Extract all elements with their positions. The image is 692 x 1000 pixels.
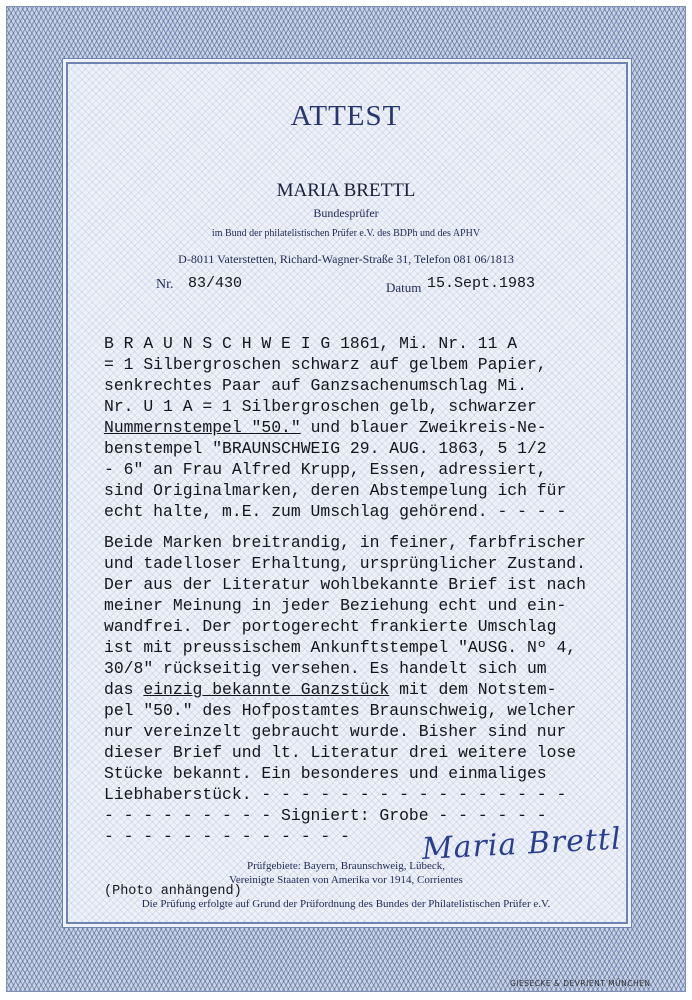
association-line: im Bund der philatelistischen Prüfer e.V. des BDPh und des APHV: [211, 228, 481, 239]
text-line: sind Originalmarken, deren Abstempelung ich für: [104, 481, 567, 500]
text-line: Liebhaberstück. - - - - - - - - - - - - - - - -: [104, 785, 567, 804]
certificate-date: 15.Sept.1983: [427, 275, 536, 292]
text-line: = 1 Silbergroschen schwarz auf gelbem Papier,: [104, 355, 547, 374]
text-line: dieser Brief und lt. Literatur drei weitere lose: [104, 743, 577, 762]
text-line: pel "50." des Hofpostamtes Braunschweig, welcher: [104, 701, 577, 720]
exam-regions-line: Prüfgebiete: Bayern, Braunschweig, Lübeck,: [247, 860, 445, 872]
text-line: ist mit preussischem Ankunftstempel "AUSG. Nº 4,: [104, 638, 577, 657]
examiner-name: MARIA BRETTL: [276, 180, 416, 201]
text-segment: und blauer Zweikreis-Ne-: [310, 418, 547, 437]
text-line: nur vereinzelt gebraucht wurde. Bisher sind nur: [104, 722, 567, 741]
text-line: meiner Meinung in jeder Beziehung echt und ein-: [104, 596, 567, 615]
document-title: ATTEST: [290, 100, 402, 132]
text-segment: das: [104, 680, 144, 699]
examiner-address: D-8011 Vaterstetten, Richard-Wagner-Straße 31, Telefon 081 06/1813: [178, 252, 514, 266]
printer-mark: GIESECKE & DEVRIENT MÜNCHEN: [510, 979, 651, 988]
text-line: Nr. U 1 A = 1 Silbergroschen gelb, schwarzer: [104, 397, 537, 416]
text-line: echt halte, m.E. zum Umschlag gehörend. - - - -: [104, 502, 567, 521]
certificate-number-label: Nr.: [156, 277, 174, 292]
text-line: - 6" an Frau Alfred Krupp, Essen, adressiert,: [104, 460, 547, 479]
date-label: Datum: [386, 280, 422, 295]
text-line: und tadelloser Erhaltung, ursprünglicher Zustand.: [104, 554, 586, 573]
text-line: 30/8" rückseitig versehen. Es handelt sich um: [104, 659, 547, 678]
text-line: [104, 679, 556, 700]
text-line: Der aus der Literatur wohlbekannte Brief ist nach: [104, 575, 586, 594]
text-line: B R A U N S C H W E I G 1861, Mi. Nr. 11 A: [104, 334, 518, 353]
rules-note: Die Prüfung erfolgte auf Grund der Prüfordnung des Bundes der Philatelistischen Prüfer e.V.: [141, 898, 551, 910]
text-line: Stücke bekannt. Ein besonderes und einmaliges: [104, 764, 547, 783]
exam-regions-line: Vereinigte Staaten von Amerika vor 1914, Corrientes: [229, 874, 463, 886]
photo-note: (Photo anhängend): [104, 884, 242, 899]
text-line: [104, 417, 547, 438]
certificate-number: 83/430: [188, 275, 243, 292]
text-line: benstempel "BRAUNSCHWEIG 29. AUG. 1863, 5 1/2: [104, 439, 547, 458]
handwritten-signature: Maria Brettl: [421, 821, 623, 867]
underlined-phrase: Nummernstempel "50.": [104, 418, 301, 437]
text-line: senkrechtes Paar auf Ganzsachenumschlag Mi.: [104, 376, 527, 395]
text-line: wandfrei. Der portogerecht frankierte Umschlag: [104, 617, 557, 636]
text-line: Beide Marken breitrandig, in feiner, farbfrischer: [104, 533, 586, 552]
underlined-phrase: einzig bekannte Ganzstück: [143, 680, 390, 699]
dash-line: - - - - - - - - - - - - -: [104, 827, 350, 846]
examiner-role: Bundesprüfer: [313, 206, 379, 220]
signed-line: - - - - - - - - - Signiert: Grobe - - - - - -: [104, 806, 547, 825]
text-segment: mit dem Notstem-: [389, 680, 557, 699]
